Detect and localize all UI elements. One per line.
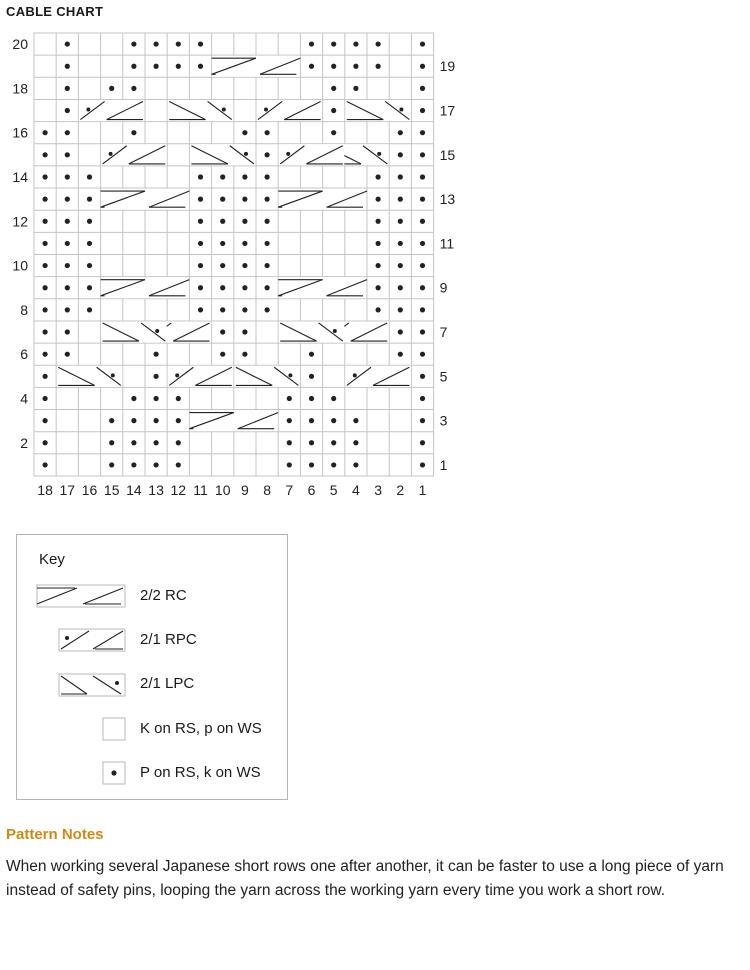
purl-dot xyxy=(43,307,48,312)
purl-dot xyxy=(242,263,247,268)
row-number-right: 5 xyxy=(439,368,448,385)
purl-dot xyxy=(43,285,48,290)
purl-dot xyxy=(353,373,357,377)
purl-dot xyxy=(131,418,136,423)
purl-dot xyxy=(131,130,136,135)
purl-dot xyxy=(309,440,314,445)
cable-cell xyxy=(190,410,278,431)
purl-dot xyxy=(398,263,403,268)
purl-dot xyxy=(420,174,425,179)
purl-dot xyxy=(398,197,403,202)
purl-dot xyxy=(43,130,48,135)
column-number: 10 xyxy=(214,482,231,498)
purl-dot xyxy=(353,440,358,445)
purl-dot xyxy=(265,285,270,290)
purl-dot xyxy=(87,285,92,290)
key-2-1-rpc-symbol xyxy=(59,629,125,651)
purl-dot xyxy=(331,462,336,467)
purl-dot xyxy=(65,285,70,290)
row-number-left: 8 xyxy=(20,301,28,318)
key-2-1-lpc-symbol xyxy=(59,674,125,696)
purl-dot xyxy=(398,307,403,312)
purl-dot xyxy=(420,152,425,157)
purl-dot xyxy=(176,462,181,467)
purl-dot xyxy=(131,86,136,91)
purl-dot xyxy=(309,352,314,357)
key-2-1-lpc-dot xyxy=(115,681,119,685)
column-number: 12 xyxy=(170,482,187,498)
purl-dot xyxy=(43,396,48,401)
purl-dot xyxy=(109,440,114,445)
row-number-left: 6 xyxy=(20,346,28,363)
purl-dot xyxy=(198,219,203,224)
pattern-notes-text: When working several Japanese short rows one after another, it can be faster to use a long piece of yarn instead of safety pins, looping the yarn across the working yarn every time you work a short row. xyxy=(6,858,724,899)
key-label-knit: K on RS, p on WS xyxy=(140,720,262,737)
column-number: 16 xyxy=(81,482,98,498)
purl-dot xyxy=(399,108,403,112)
purl-dot xyxy=(265,130,270,135)
purl-dot xyxy=(220,197,225,202)
purl-dot xyxy=(265,219,270,224)
purl-dot xyxy=(65,263,70,268)
purl-dot xyxy=(176,418,181,423)
cable-cell xyxy=(101,189,189,210)
purl-dot xyxy=(398,329,403,334)
purl-dot xyxy=(287,462,292,467)
purl-dot xyxy=(198,197,203,202)
purl-dot xyxy=(420,352,425,357)
purl-dot xyxy=(43,152,48,157)
key-2-1-rpc-line xyxy=(93,631,123,649)
purl-dot xyxy=(398,130,403,135)
purl-dot xyxy=(353,41,358,46)
purl-dot xyxy=(265,174,270,179)
purl-dot xyxy=(154,462,159,467)
purl-dot xyxy=(398,174,403,179)
purl-dot xyxy=(331,108,336,113)
key-label-2-1-lpc: 2/1 LPC xyxy=(140,675,195,692)
key-2-1-rpc-line xyxy=(61,631,89,649)
purl-dot xyxy=(377,152,381,156)
purl-dot xyxy=(43,440,48,445)
row-number-left: 12 xyxy=(12,213,28,230)
purl-dot xyxy=(287,418,292,423)
cable-cell xyxy=(101,277,189,298)
purl-dot xyxy=(331,130,336,135)
purl-dot xyxy=(398,152,403,157)
purl-dot xyxy=(242,241,247,246)
column-number: 3 xyxy=(374,482,382,498)
purl-dot xyxy=(265,241,270,246)
purl-dot xyxy=(198,174,203,179)
purl-dot xyxy=(265,197,270,202)
purl-dot xyxy=(331,64,336,69)
purl-dot xyxy=(376,285,381,290)
purl-dot xyxy=(131,41,136,46)
purl-dot xyxy=(65,241,70,246)
purl-dot xyxy=(154,352,159,357)
purl-dot xyxy=(309,462,314,467)
purl-dot xyxy=(109,418,114,423)
purl-dot xyxy=(43,241,48,246)
row-number-right: 19 xyxy=(439,58,456,75)
purl-dot xyxy=(420,41,425,46)
purl-dot xyxy=(220,174,225,179)
purl-dot xyxy=(242,219,247,224)
purl-dot xyxy=(420,329,425,334)
purl-dot xyxy=(420,64,425,69)
purl-dot xyxy=(154,41,159,46)
purl-dot xyxy=(154,418,159,423)
purl-dot xyxy=(220,241,225,246)
purl-dot xyxy=(198,41,203,46)
key-2-1-rpc-dot xyxy=(65,636,69,640)
purl-dot xyxy=(65,108,70,113)
row-number-left: 10 xyxy=(12,257,28,274)
row-number-left: 18 xyxy=(12,80,28,97)
purl-dot xyxy=(175,373,179,377)
purl-dot xyxy=(220,285,225,290)
purl-dot xyxy=(265,307,270,312)
purl-dot xyxy=(353,86,358,91)
purl-dot xyxy=(65,86,70,91)
purl-dot xyxy=(198,241,203,246)
column-number: 18 xyxy=(37,482,53,498)
key-box xyxy=(16,534,288,800)
purl-dot xyxy=(43,263,48,268)
purl-dot xyxy=(43,197,48,202)
purl-dot xyxy=(288,373,292,377)
purl-dot xyxy=(242,285,247,290)
purl-dot xyxy=(309,418,314,423)
purl-dot xyxy=(43,219,48,224)
purl-dot xyxy=(242,352,247,357)
purl-dot xyxy=(109,152,113,156)
key-2-2-rc-line xyxy=(83,588,123,604)
purl-dot xyxy=(131,462,136,467)
purl-dot xyxy=(176,396,181,401)
purl-dot xyxy=(420,197,425,202)
purl-dot xyxy=(398,352,403,357)
purl-dot xyxy=(87,263,92,268)
purl-dot xyxy=(420,241,425,246)
purl-dot xyxy=(333,329,337,333)
purl-dot xyxy=(264,108,268,112)
purl-dot xyxy=(131,440,136,445)
purl-dot xyxy=(87,174,92,179)
key-symbols xyxy=(17,535,287,799)
purl-dot xyxy=(242,174,247,179)
purl-dot xyxy=(65,219,70,224)
row-number-left: 2 xyxy=(20,434,28,451)
purl-dot xyxy=(87,241,92,246)
key-label-2-2-rc: 2/2 RC xyxy=(140,587,187,604)
purl-dot xyxy=(265,263,270,268)
purl-dot xyxy=(376,307,381,312)
key-knit-square xyxy=(103,718,125,740)
purl-dot xyxy=(222,108,226,112)
purl-dot xyxy=(376,197,381,202)
purl-dot xyxy=(309,396,314,401)
purl-dot xyxy=(176,41,181,46)
purl-dot xyxy=(43,418,48,423)
purl-dot xyxy=(420,86,425,91)
purl-dot xyxy=(65,352,70,357)
row-number-right: 1 xyxy=(439,456,448,473)
row-number-right: 13 xyxy=(439,191,456,208)
column-number: 2 xyxy=(396,482,405,498)
purl-dot xyxy=(331,440,336,445)
purl-dot xyxy=(176,64,181,69)
row-number-right: 3 xyxy=(439,412,448,429)
column-number: 17 xyxy=(59,482,76,498)
key-2-1-lpc-line xyxy=(61,676,87,694)
column-number: 14 xyxy=(126,482,142,498)
purl-dot xyxy=(309,374,314,379)
row-number-left: 16 xyxy=(12,124,28,141)
purl-dot xyxy=(109,86,114,91)
purl-dot xyxy=(242,307,247,312)
purl-dot xyxy=(420,285,425,290)
purl-dot xyxy=(420,418,425,423)
key-label-2-1-rpc: 2/1 RPC xyxy=(140,631,197,648)
key-purl-dot xyxy=(111,770,116,775)
purl-dot xyxy=(155,329,159,333)
purl-dot xyxy=(420,219,425,224)
key-title: Key xyxy=(39,551,65,568)
column-number: 9 xyxy=(241,482,249,498)
purl-dot xyxy=(43,374,48,379)
column-number: 11 xyxy=(193,482,208,498)
purl-dot xyxy=(65,152,70,157)
purl-dot xyxy=(420,462,425,467)
purl-dot xyxy=(376,219,381,224)
purl-dot xyxy=(353,418,358,423)
row-number-right: 17 xyxy=(439,102,456,119)
purl-dot xyxy=(242,197,247,202)
column-number: 4 xyxy=(352,482,360,498)
purl-dot xyxy=(353,64,358,69)
purl-dot xyxy=(220,352,225,357)
purl-dot xyxy=(154,396,159,401)
row-number-left: 14 xyxy=(12,168,28,185)
column-number: 5 xyxy=(329,482,338,498)
column-number: 15 xyxy=(103,482,120,498)
purl-dot xyxy=(331,396,336,401)
purl-dot xyxy=(43,352,48,357)
purl-dot xyxy=(376,263,381,268)
purl-dot xyxy=(43,174,48,179)
purl-dot xyxy=(376,64,381,69)
key-2-1-lpc-line xyxy=(93,676,121,694)
purl-dot xyxy=(65,197,70,202)
purl-dot xyxy=(331,41,336,46)
purl-dot xyxy=(131,64,136,69)
purl-dot xyxy=(331,86,336,91)
key-2-2-rc-line xyxy=(37,588,77,604)
purl-dot xyxy=(287,396,292,401)
cable-cell xyxy=(279,189,367,210)
purl-dot xyxy=(220,307,225,312)
purl-dot xyxy=(65,130,70,135)
purl-dot xyxy=(242,130,247,135)
key-label-purl: P on RS, k on WS xyxy=(140,764,261,781)
row-number-left: 4 xyxy=(20,390,28,407)
purl-dot xyxy=(109,462,114,467)
purl-dot xyxy=(398,285,403,290)
purl-dot xyxy=(376,41,381,46)
purl-dot xyxy=(309,41,314,46)
purl-dot xyxy=(65,64,70,69)
row-number-right: 9 xyxy=(439,279,448,296)
purl-dot xyxy=(353,462,358,467)
purl-dot xyxy=(220,329,225,334)
purl-dot xyxy=(154,64,159,69)
purl-dot xyxy=(198,263,203,268)
cable-cell xyxy=(279,277,367,298)
column-number: 6 xyxy=(307,482,316,498)
purl-dot xyxy=(65,41,70,46)
purl-dot xyxy=(420,374,425,379)
purl-dot xyxy=(420,307,425,312)
purl-dot xyxy=(87,307,92,312)
row-number-left: 20 xyxy=(12,36,28,53)
purl-dot xyxy=(309,64,314,69)
column-number: 7 xyxy=(285,482,294,498)
purl-dot xyxy=(65,307,70,312)
purl-dot xyxy=(244,152,248,156)
purl-dot xyxy=(220,263,225,268)
purl-dot xyxy=(87,219,92,224)
purl-dot xyxy=(131,396,136,401)
row-number-right: 15 xyxy=(439,146,456,163)
column-number: 13 xyxy=(148,482,164,498)
purl-dot xyxy=(242,329,247,334)
purl-dot xyxy=(220,219,225,224)
purl-dot xyxy=(65,329,70,334)
purl-dot xyxy=(287,440,292,445)
purl-dot xyxy=(420,108,425,113)
column-number: 1 xyxy=(418,482,427,498)
purl-dot xyxy=(154,374,159,379)
purl-dot xyxy=(376,174,381,179)
purl-dot xyxy=(420,440,425,445)
purl-dot xyxy=(43,329,48,334)
purl-dot xyxy=(198,64,203,69)
row-number-right: 7 xyxy=(439,324,448,341)
row-number-right: 11 xyxy=(439,235,455,252)
cable-chart xyxy=(0,24,470,504)
purl-dot xyxy=(65,174,70,179)
purl-dot xyxy=(87,197,92,202)
chart-title: CABLE CHART xyxy=(6,4,104,19)
purl-dot xyxy=(154,440,159,445)
purl-dot xyxy=(86,108,90,112)
purl-dot xyxy=(420,263,425,268)
purl-dot xyxy=(420,396,425,401)
purl-dot xyxy=(265,152,270,157)
purl-dot xyxy=(198,285,203,290)
purl-dot xyxy=(398,219,403,224)
column-number: 8 xyxy=(263,482,271,498)
purl-dot xyxy=(286,152,290,156)
purl-dot xyxy=(331,418,336,423)
purl-dot xyxy=(176,440,181,445)
purl-dot xyxy=(111,373,115,377)
pattern-notes-heading: Pattern Notes xyxy=(6,826,104,843)
purl-dot xyxy=(376,241,381,246)
purl-dot xyxy=(198,307,203,312)
purl-dot xyxy=(398,241,403,246)
purl-dot xyxy=(420,130,425,135)
cable-cell xyxy=(212,56,300,77)
purl-dot xyxy=(43,462,48,467)
